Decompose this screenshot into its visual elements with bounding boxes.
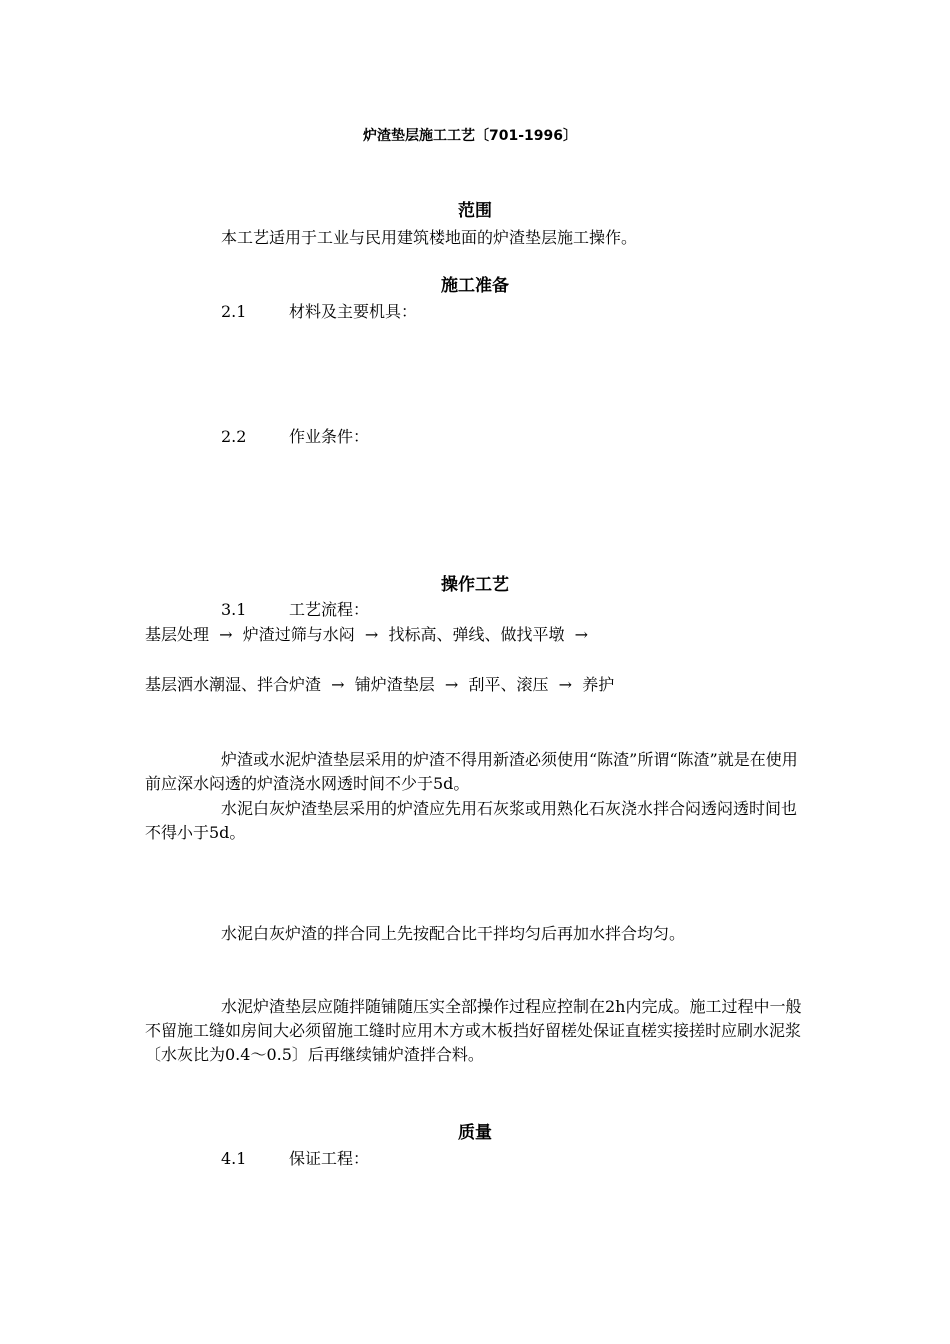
- paragraph-mixing: 水泥白灰炉渣的拌合同上先按配合比干拌均匀后再加水拌合均匀。: [221, 924, 686, 943]
- paragraph-slag-aging: 炉渣或水泥炉渣垫层采用的炉渣不得用新渣必须使用“陈渣”所谓“陈渣”就是在使用前应深水闷透的炉渣浇水网透时间不少于5d。: [145, 750, 798, 793]
- item-label-guarantee: 保证工程：: [289, 1149, 370, 1168]
- paragraph-construction: 水泥炉渣垫层应随拌随铺随压实全部操作过程应控制在2h内完成。施工过程中一般不留施工缝如房间大必须留施工缝时应用木方或木板挡好留槎处保证直槎实接搓时应刷水泥浆〔水灰比为0.4～0.5〕后再继续铺炉渣拌合料。: [145, 997, 802, 1064]
- item-number-3-1: 3.1: [221, 600, 247, 619]
- item-label-process-flow: 工艺流程：: [289, 600, 370, 619]
- item-number-2-1: 2.1: [221, 302, 247, 321]
- process-flow-line-2: 基层洒水潮湿、拌合炉渣 → 铺炉渣垫层 → 刮平、滚压 → 养护: [145, 675, 615, 694]
- item-number-4-1: 4.1: [221, 1149, 247, 1168]
- scope-text: 本工艺适用于工业与民用建筑楼地面的炉渣垫层施工操作。: [221, 228, 638, 247]
- process-flow-line-1: 基层处理 → 炉渣过筛与水闷 → 找标高、弹线、做找平墩 →: [145, 625, 589, 644]
- item-number-2-2: 2.2: [221, 427, 247, 446]
- item-label-conditions: 作业条件：: [289, 427, 370, 446]
- section-heading-quality: 质量: [458, 1123, 492, 1143]
- document-title: 炉渣垫层施工工艺〔701-1996〕: [363, 128, 577, 144]
- section-heading-operation: 操作工艺: [441, 575, 509, 595]
- item-label-materials: 材料及主要机具：: [289, 302, 418, 321]
- paragraph-lime-slag: 水泥白灰炉渣垫层采用的炉渣应先用石灰浆或用熟化石灰浇水拌合闷透闷透时间也不得小于5d。: [145, 799, 798, 842]
- section-heading-preparation: 施工准备: [441, 276, 509, 296]
- section-heading-scope: 范围: [458, 201, 492, 221]
